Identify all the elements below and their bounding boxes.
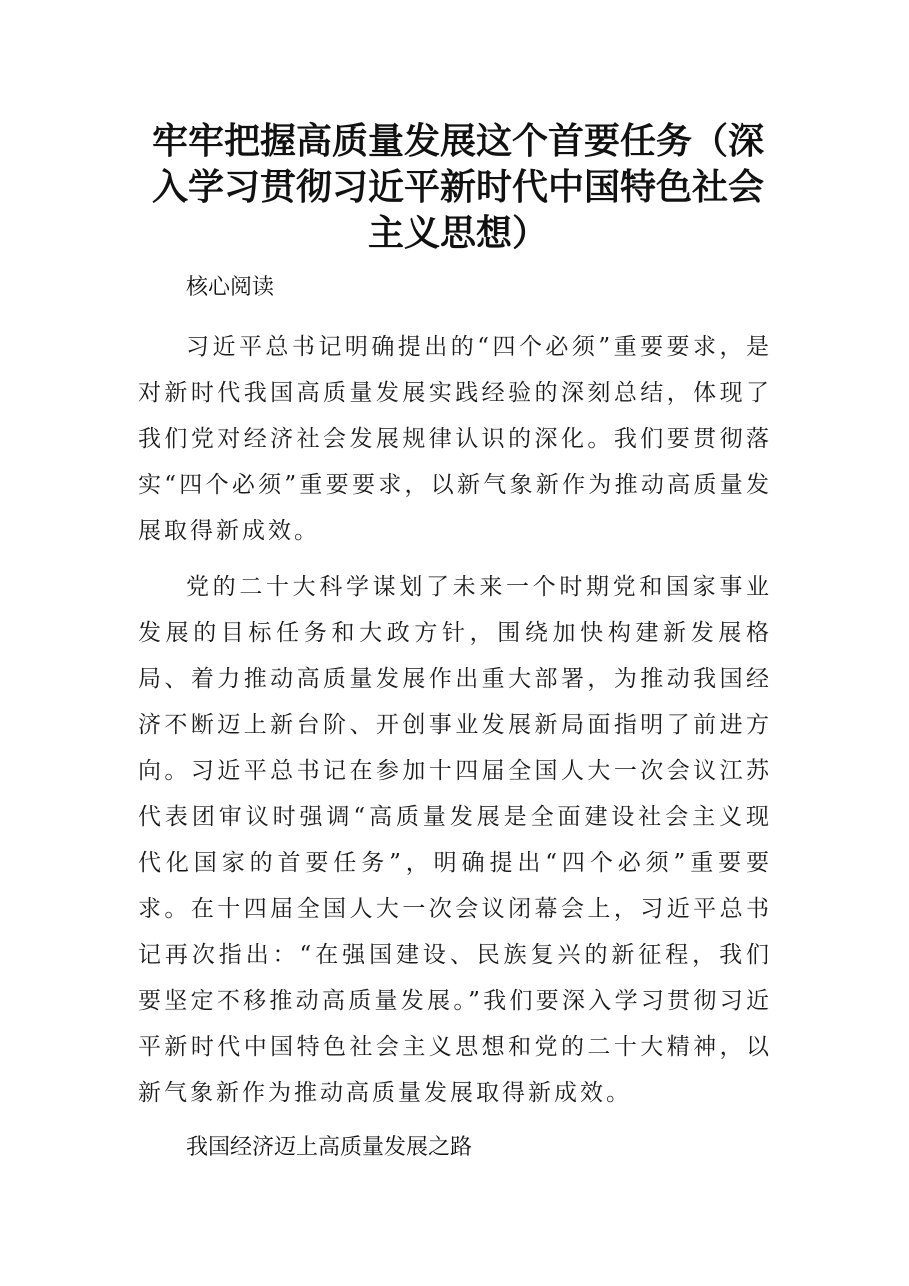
paragraph: 习近平总书记明确提出的“四个必须”重要要求，是对新时代我国高质量发展实践经验的深刻总结，体现了我们党对经济社会发展规律认识的深化。我们要贯彻落实“四个必须”重要要求，以新气象新作为推动高质量发展取得新成效。 — [138, 334, 772, 544]
section-heading-core-reading: 核心阅读 — [186, 275, 275, 300]
document-body — [138, 266, 772, 1184]
section-heading-high-quality-path: 我国经济迈上高质量发展之路 — [186, 1135, 473, 1160]
paragraph: 党的二十大科学谋划了未来一个时期党和国家事业发展的目标任务和大政方针，围绕加快构建新发展格局、着力推动高质量发展作出重大部署，为推动我国经济不断迈上新台阶、开创事业发展新局面指明了前进方向。习近平总书记在参加十四届全国人大一次会议江苏代表团审议时强调“高质量发展是全面建设社会主义现代化国家的首要任务”，明确提出“四个必须”重要要求。在十四届全国人大一次会议闭幕会上，习近平总书记再次指出：“在强国建设、民族复兴的新征程，我们要坚定不移推动高质量发展。”我们要深入学习贯彻习近平新时代中国特色社会主义思想和党的二十大精神，以新气象新作为推动高质量发展取得新成效。 — [138, 574, 772, 1106]
document-title: 牢牢把握高质量发展这个首要任务（深入学习贯彻习近平新时代中国特色社会主义思想） — [151, 120, 764, 254]
